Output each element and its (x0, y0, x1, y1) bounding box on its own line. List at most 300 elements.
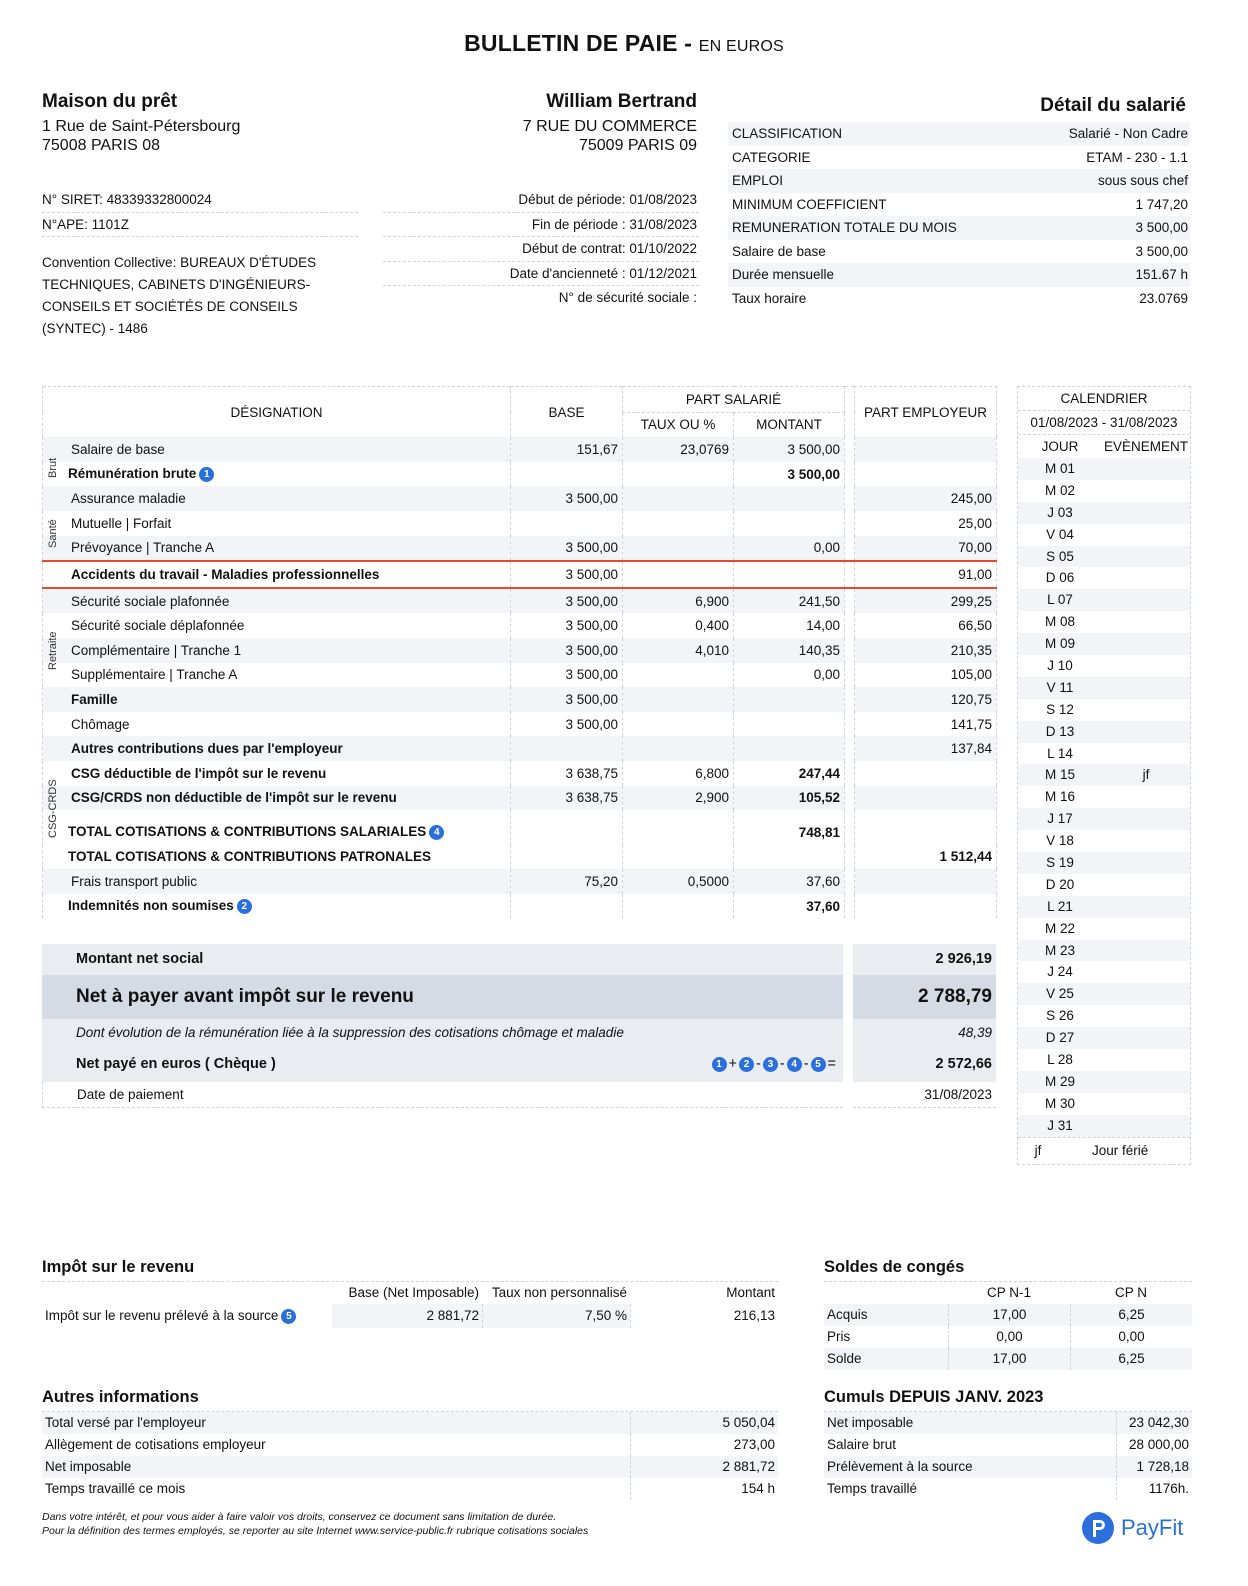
column-gap (845, 588, 855, 614)
impot-h-base: Base (Net Imposable) (348, 1285, 479, 1300)
siret: N° SIRET: 48339332800024 (42, 188, 358, 213)
row-designation (43, 437, 511, 462)
autres-table (42, 1411, 778, 1500)
calendar-day (1018, 458, 1190, 480)
net-summary (42, 944, 996, 1108)
row-designation-label: TOTAL COTISATIONS & CONTRIBUTIONS SALARIALES (68, 824, 427, 840)
detail-value: 3 500,00 (1135, 243, 1188, 259)
ape: N°APE: 1101Z (42, 213, 358, 238)
header-taux: TAUX OU % (623, 412, 734, 437)
calendar-day-event (1102, 1049, 1190, 1071)
calendar (1017, 386, 1191, 1165)
calendar-day-event (1102, 808, 1190, 830)
impot-row (42, 1304, 778, 1328)
row-designation-label: Famille (71, 691, 118, 707)
row-designation-label: Supplémentaire | Tranche A (71, 667, 238, 683)
calendar-day (1018, 677, 1190, 699)
row-designation-label: CSG déductible de l'impôt sur le revenu (71, 765, 327, 781)
calendar-day (1018, 480, 1190, 502)
calendar-day (1018, 611, 1190, 633)
calendar-day-event (1102, 1115, 1190, 1137)
calendar-day (1018, 918, 1190, 940)
row-designation-label: Sécurité sociale plafonnée (71, 593, 230, 609)
calendar-day-event (1102, 567, 1190, 589)
row-montant: 0,00 (734, 536, 845, 562)
row-base (511, 511, 623, 536)
impot-label-cell (42, 1304, 332, 1328)
net-social-label: Montant net social (42, 944, 843, 975)
column-gap (845, 845, 855, 870)
calendar-day (1018, 786, 1190, 808)
impot-h-montant: Montant (726, 1285, 775, 1300)
calendar-day-event (1102, 874, 1190, 896)
row-base (511, 810, 623, 845)
row-part-employeur: 141,75 (855, 712, 997, 737)
detail-row (728, 146, 1190, 170)
payfit-logo-icon (1082, 1512, 1114, 1544)
detail-value: Salarié - Non Cadre (1068, 126, 1188, 141)
row-montant: 140,35 (734, 638, 845, 663)
cumuls-value: 1 728,18 (1116, 1456, 1192, 1478)
autres-row (42, 1478, 778, 1500)
row-designation (43, 588, 511, 614)
detail-value: ETAM - 230 - 1.1 (1086, 149, 1188, 165)
period-end: Fin de période : 31/08/2023 (383, 213, 699, 238)
detail-row (728, 263, 1190, 287)
row-designation-label: Prévoyance | Tranche A (71, 540, 215, 556)
employee-address-1: 7 RUE DU COMMERCE (522, 118, 697, 135)
calendar-day-event (1102, 458, 1190, 480)
section-label-csg: CSG-CRDS (47, 779, 59, 838)
autres-value: 154 h (630, 1478, 778, 1500)
row-designation-label: Accidents du travail - Maladies professionnelles (71, 566, 380, 582)
section-label-sante: Santé (47, 519, 59, 548)
table-row (43, 712, 997, 737)
row-designation (43, 894, 511, 919)
row-base: 3 500,00 (511, 613, 623, 638)
autres-label: Total versé par l'employeur (45, 1415, 206, 1430)
calendar-day (1018, 655, 1190, 677)
autres-label: Net imposable (45, 1459, 132, 1474)
calendar-day (1018, 1027, 1190, 1049)
header-part-employeur: PART EMPLOYEUR (855, 387, 997, 438)
column-gap (845, 894, 855, 919)
cumuls-label: Salaire brut (827, 1437, 897, 1452)
row-designation-label: Rémunération brute (68, 466, 197, 482)
formula-operator: = (827, 1056, 836, 1072)
row-part-employeur (855, 786, 997, 811)
calendar-day (1018, 743, 1190, 765)
detail-value: 23.0769 (1139, 290, 1188, 306)
row-part-employeur: 91,00 (855, 561, 997, 588)
row-part-employeur: 66,50 (855, 613, 997, 638)
row-montant: 748,81 (734, 810, 845, 845)
evolution-value: 48,39 (853, 1019, 996, 1046)
legend-label: Jour férié (1092, 1142, 1149, 1158)
calendar-day-label: L 14 (1047, 745, 1073, 761)
autres-label: Temps travaillé ce mois (45, 1481, 186, 1496)
column-gap (845, 687, 855, 712)
row-montant (734, 736, 845, 761)
detail-key: Taux horaire (732, 290, 807, 306)
calendar-day (1018, 852, 1190, 874)
calendar-day-label: J 10 (1047, 658, 1073, 674)
calendar-day (1018, 699, 1190, 721)
row-taux: 6,800 (623, 761, 734, 786)
employer-block (42, 92, 240, 155)
date-paiement-label: Date de paiement (42, 1082, 843, 1108)
calendar-day-event (1102, 1027, 1190, 1049)
calendar-day-label: V 11 (1046, 679, 1074, 695)
conges-h2: CP N (1114, 1285, 1147, 1300)
row-designation (43, 486, 511, 511)
employer-address-2: 75008 PARIS 08 (42, 137, 161, 154)
calendar-day (1018, 961, 1190, 983)
calendar-day-event (1102, 786, 1190, 808)
row-designation (43, 810, 511, 845)
row-designation-label: Chômage (71, 716, 130, 732)
section-label-retraite: Retraite (47, 631, 59, 670)
autres-label: Allègement de cotisations employeur (45, 1437, 266, 1452)
calendar-day (1018, 1005, 1190, 1027)
cumuls-label: Temps travaillé (827, 1481, 918, 1496)
calendar-day-label: S 19 (1046, 855, 1074, 871)
detail-key: MINIMUM COEFFICIENT (732, 196, 887, 212)
calendar-header (1018, 435, 1190, 458)
cumuls-value: 23 042,30 (1116, 1412, 1192, 1434)
calendar-day (1018, 830, 1190, 852)
row-base: 3 500,00 (511, 712, 623, 737)
detail-row (728, 169, 1190, 193)
calendar-col-jour: JOUR (1041, 439, 1079, 454)
cumuls-row (824, 1478, 1192, 1500)
header-montant: MONTANT (734, 412, 845, 437)
convention-collective: Convention Collective: BUREAUX D'ÉTUDES TECHNIQUES, CABINETS D'INGÉNIEURS-CONSEILS ET SOCIÉTÉS DE CONSEILS (SYNTEC) - 1486 (42, 255, 317, 336)
row-taux (623, 845, 734, 870)
badge-1: 1 (199, 467, 214, 482)
calendar-day (1018, 896, 1190, 918)
calendar-day (1018, 808, 1190, 830)
cumuls-value: 1176h. (1116, 1478, 1192, 1500)
cumuls-table (824, 1411, 1192, 1500)
calendar-day-event (1102, 546, 1190, 568)
row-part-employeur (855, 437, 997, 462)
detail-key: CATEGORIE (732, 149, 811, 165)
net-paye-label: Net payé en euros ( Chèque ) (76, 1056, 276, 1072)
calendar-day-label: V 25 (1046, 986, 1074, 1002)
conges-header (824, 1282, 1192, 1304)
column-gap (845, 511, 855, 536)
row-base: 151,67 (511, 437, 623, 462)
header-designation: DÉSIGNATION (43, 387, 511, 438)
impot-taux: 7,50 % (482, 1304, 630, 1328)
payfit-logo-text: PayFit (1121, 1515, 1184, 1540)
row-montant: 105,52 (734, 786, 845, 811)
calendar-day-label: M 09 (1044, 636, 1075, 652)
table-row (43, 437, 997, 462)
badge-5: 5 (281, 1309, 296, 1324)
conges-cp-n1: 0,00 (948, 1326, 1070, 1348)
conges-label: Solde (827, 1351, 862, 1366)
column-gap (845, 462, 855, 487)
row-designation-label: Salaire de base (71, 441, 165, 457)
row-base: 3 638,75 (511, 786, 623, 811)
row-designation-label: Autres contributions dues par l'employeur (71, 741, 343, 757)
row-taux: 0,400 (623, 613, 734, 638)
table-row (43, 511, 997, 536)
calendar-title: CALENDRIER (1060, 391, 1148, 406)
row-designation (43, 786, 511, 811)
formula-operator: + (728, 1056, 737, 1072)
detail-value: 1 747,20 (1135, 196, 1188, 212)
detail-row (728, 287, 1190, 311)
badge-1: 1 (712, 1057, 727, 1072)
column-gap (845, 561, 855, 588)
conges-row (824, 1326, 1192, 1348)
header-part-salarie: PART SALARIÉ (623, 387, 845, 413)
calendar-day (1018, 874, 1190, 896)
badge-2: 2 (237, 899, 252, 914)
detail-title: Détail du salarié (1040, 95, 1186, 116)
formula-operator: - (803, 1056, 809, 1072)
calendar-day-event (1102, 611, 1190, 633)
row-designation (43, 712, 511, 737)
net-paye-value: 2 572,66 (853, 1046, 996, 1082)
calendar-day (1018, 633, 1190, 655)
impot-h-taux: Taux non personnalisé (491, 1285, 627, 1300)
calendar-day (1018, 546, 1190, 568)
calendar-day-label: S 26 (1046, 1008, 1074, 1024)
calendar-day-label: M 23 (1044, 942, 1075, 958)
column-gap (845, 536, 855, 562)
row-part-employeur (855, 761, 997, 786)
detail-key: CLASSIFICATION (732, 126, 843, 141)
row-designation-label: Sécurité sociale déplafonnée (71, 618, 245, 634)
row-base: 3 500,00 (511, 561, 623, 588)
table-row (43, 736, 997, 761)
row-designation-label: Complémentaire | Tranche 1 (71, 642, 242, 658)
page-title: BULLETIN DE PAIE - EN EUROS (464, 30, 784, 56)
calendar-day-label: M 15 (1044, 767, 1075, 783)
calendar-day-event (1102, 940, 1190, 962)
column-gap (845, 869, 855, 894)
net-avant-impot-label: Net à payer avant impôt sur le revenu (42, 975, 843, 1019)
column-gap (845, 761, 855, 786)
employee-address-2: 75009 PARIS 09 (578, 137, 697, 154)
cumuls-row (824, 1456, 1192, 1478)
row-part-employeur (855, 810, 997, 845)
row-montant (734, 712, 845, 737)
row-part-employeur: 137,84 (855, 736, 997, 761)
impot-title: Impôt sur le revenu (42, 1258, 195, 1276)
detail-key: Salaire de base (732, 243, 826, 259)
calendar-col-event: EVÈNEMENT (1103, 439, 1188, 454)
table-row (43, 462, 997, 487)
row-base (511, 462, 623, 487)
calendar-day (1018, 567, 1190, 589)
calendar-day-event (1102, 918, 1190, 940)
row-designation (43, 736, 511, 761)
row-base: 3 500,00 (511, 687, 623, 712)
column-gap (845, 736, 855, 761)
row-taux (623, 894, 734, 919)
row-montant (734, 687, 845, 712)
employer-name: Maison du prêt (42, 91, 178, 112)
table-row (43, 845, 997, 870)
row-part-employeur: 25,00 (855, 511, 997, 536)
impot-table (42, 1281, 778, 1328)
detail-row (728, 193, 1190, 217)
autres-row (42, 1412, 778, 1434)
row-designation (43, 761, 511, 786)
row-taux (623, 536, 734, 562)
employer-address-1: 1 Rue de Saint-Pétersbourg (42, 118, 241, 135)
formula-operator: - (779, 1056, 785, 1072)
row-designation (43, 869, 511, 894)
row-part-employeur: 120,75 (855, 687, 997, 712)
net-paye-label-cell (42, 1046, 843, 1082)
calendar-day (1018, 1115, 1190, 1137)
row-taux (623, 687, 734, 712)
payslip-table (42, 386, 996, 918)
calendar-day-label: J 24 (1047, 964, 1073, 980)
row-designation (43, 845, 511, 870)
conges-cp-n: 0,00 (1070, 1326, 1192, 1348)
column-gap (845, 786, 855, 811)
row-part-employeur: 1 512,44 (855, 845, 997, 870)
row-taux (623, 712, 734, 737)
row-part-employeur: 299,25 (855, 588, 997, 614)
row-montant (734, 561, 845, 588)
row-base: 3 500,00 (511, 588, 623, 614)
row-montant: 37,60 (734, 869, 845, 894)
calendar-day-label: L 07 (1047, 592, 1073, 608)
social-security-number: N° de sécurité sociale : (383, 286, 699, 310)
calendar-day-label: D 06 (1045, 570, 1075, 586)
cumuls-value: 28 000,00 (1116, 1434, 1192, 1456)
conges-cp-n: 6,25 (1070, 1348, 1192, 1370)
badge-4: 4 (787, 1057, 802, 1072)
table-row (43, 869, 997, 894)
row-taux: 0,5000 (623, 869, 734, 894)
calendar-day-label: S 12 (1046, 701, 1074, 717)
impot-label: Impôt sur le revenu prélevé à la source (45, 1308, 279, 1323)
net-avant-impot-value: 2 788,79 (853, 975, 996, 1019)
column-gap (845, 638, 855, 663)
payfit-logo (1082, 1512, 1183, 1544)
row-taux: 4,010 (623, 638, 734, 663)
row-montant (734, 486, 845, 511)
date-paiement-value: 31/08/2023 (853, 1082, 996, 1108)
row-designation (43, 561, 511, 588)
row-designation-label: Indemnités non soumises (68, 898, 234, 914)
row-montant: 241,50 (734, 588, 845, 614)
detail-value: sous sous chef (1097, 173, 1188, 188)
detail-key: EMPLOI (732, 173, 784, 188)
row-taux (623, 810, 734, 845)
column-gap (845, 486, 855, 511)
net-paye-formula (711, 1046, 837, 1082)
calendar-day-event (1102, 852, 1190, 874)
cumuls-label: Net imposable (827, 1415, 914, 1430)
contract-start: Début de contrat: 01/10/2022 (383, 237, 699, 262)
calendar-day-event (1102, 633, 1190, 655)
table-row (43, 561, 997, 588)
calendar-day-label: S 05 (1046, 548, 1074, 564)
calendar-day-event (1102, 1005, 1190, 1027)
cumuls-row (824, 1434, 1192, 1456)
row-designation-label: Frais transport public (71, 874, 198, 890)
calendar-day-event: jf (1142, 767, 1150, 783)
calendar-day-label: V 04 (1046, 526, 1074, 542)
calendar-day-label: M 08 (1044, 614, 1075, 630)
table-row (43, 588, 997, 614)
calendar-day-label: V 18 (1046, 833, 1074, 849)
calendar-day-event (1102, 655, 1190, 677)
table-row (43, 687, 997, 712)
calendar-day (1018, 764, 1190, 786)
badge-5: 5 (811, 1057, 826, 1072)
column-gap (845, 663, 855, 688)
row-part-employeur: 245,00 (855, 486, 997, 511)
calendar-day (1018, 502, 1190, 524)
calendar-day-label: L 28 (1047, 1052, 1073, 1068)
row-montant: 14,00 (734, 613, 845, 638)
row-part-employeur (855, 462, 997, 487)
calendar-day-label: D 27 (1045, 1030, 1075, 1046)
row-taux (623, 663, 734, 688)
conges-row (824, 1348, 1192, 1370)
employee-name: William Bertrand (546, 91, 697, 112)
detail-key: Durée mensuelle (732, 267, 835, 282)
employee-block (523, 92, 697, 155)
calendar-day-label: D 20 (1045, 876, 1075, 892)
row-base: 3 500,00 (511, 486, 623, 511)
row-designation-label: Mutuelle | Forfait (71, 515, 172, 531)
calendar-day (1018, 940, 1190, 962)
row-taux: 23,0769 (623, 437, 734, 462)
table-row (43, 638, 997, 663)
row-base: 3 500,00 (511, 536, 623, 562)
row-taux: 6,900 (623, 588, 734, 614)
conges-title: Soldes de congés (824, 1258, 965, 1276)
net-avant-impot-row (42, 975, 996, 1019)
calendar-day-event (1102, 480, 1190, 502)
calendar-day (1018, 1049, 1190, 1071)
row-montant: 3 500,00 (734, 462, 845, 487)
footnote (42, 1510, 588, 1538)
calendar-day-label: J 03 (1047, 504, 1073, 520)
employer-ids (42, 188, 358, 237)
badge-2: 2 (739, 1057, 754, 1072)
conges-cp-n1: 17,00 (948, 1348, 1070, 1370)
calendar-day (1018, 721, 1190, 743)
column-gap (845, 613, 855, 638)
row-taux (623, 462, 734, 487)
table-row (43, 810, 997, 845)
net-social-value: 2 926,19 (853, 944, 996, 975)
seniority-date: Date d'ancienneté : 01/12/2021 (383, 262, 699, 287)
calendar-day-event (1102, 1093, 1190, 1115)
row-part-employeur: 70,00 (855, 536, 997, 562)
calendar-day-event (1102, 896, 1190, 918)
row-taux (623, 486, 734, 511)
conges-label: Pris (827, 1329, 851, 1344)
calendar-day-label: M 30 (1044, 1095, 1075, 1111)
table-row (43, 536, 997, 562)
row-part-employeur (855, 869, 997, 894)
table-row (43, 613, 997, 638)
